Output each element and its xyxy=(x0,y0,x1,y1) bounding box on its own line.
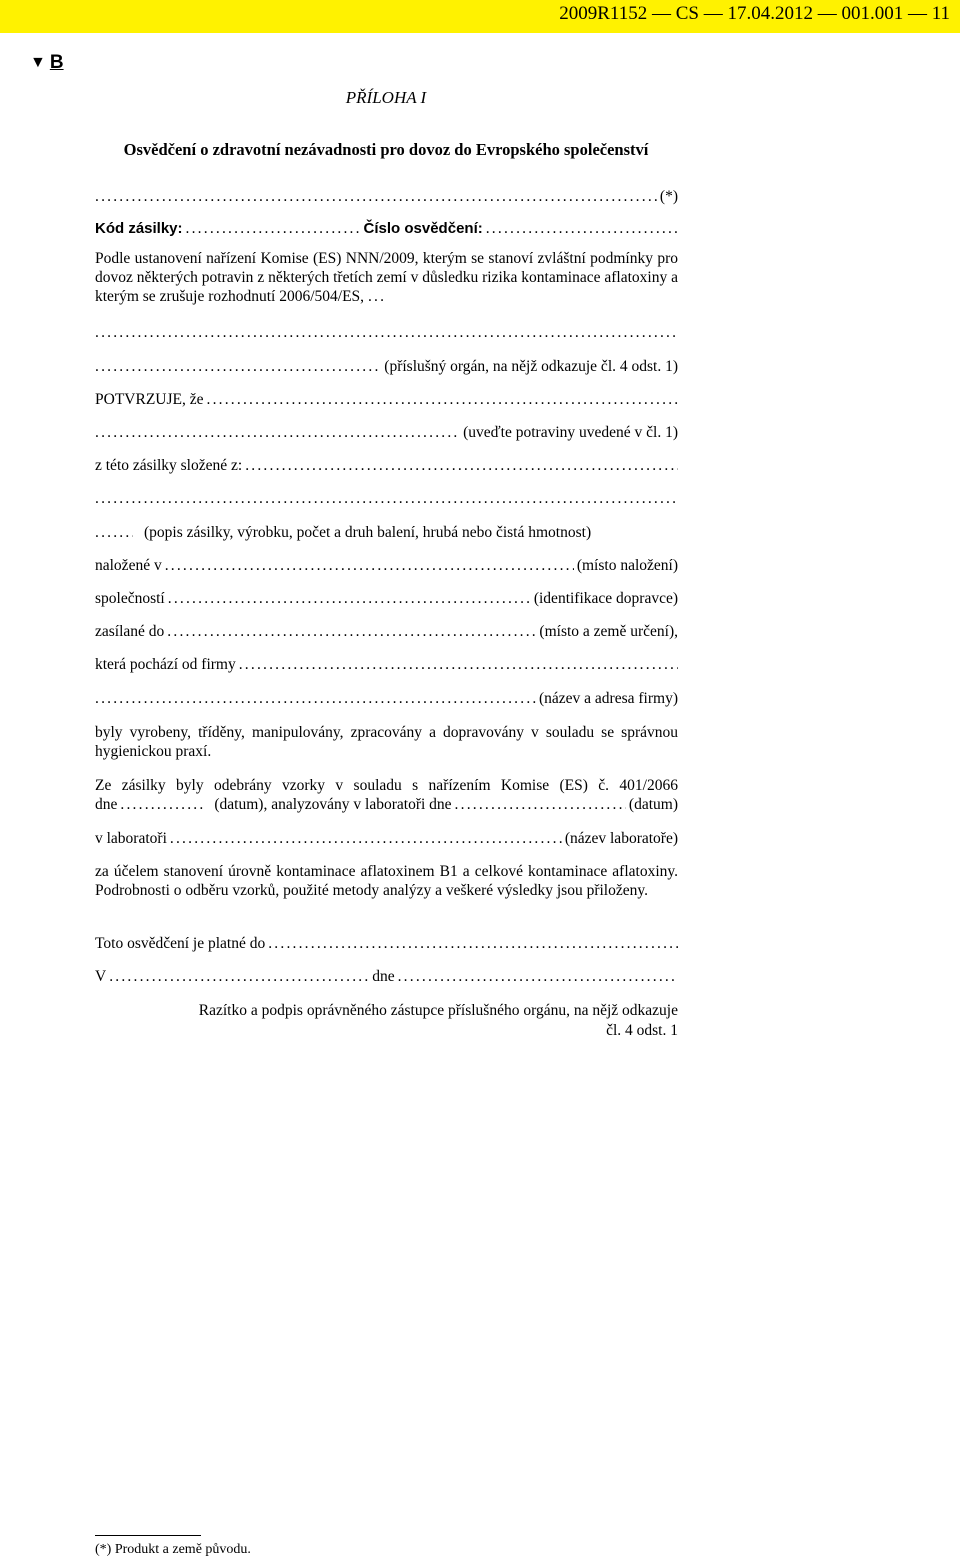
shipped-line xyxy=(95,622,678,642)
annex-title: PŘÍLOHA I xyxy=(345,88,427,107)
shipped-label: zasílané do xyxy=(95,623,165,640)
place-field[interactable] xyxy=(109,967,369,987)
consignment-code-label: Kód zásilky: xyxy=(95,220,183,237)
origin-note: (název a adresa firmy) xyxy=(539,690,678,707)
composition-label: z této zásilky složené z: xyxy=(95,457,243,474)
sample-date-label: dne xyxy=(95,796,118,813)
authority-fill-line[interactable] xyxy=(95,323,678,343)
fill-dots xyxy=(95,489,678,509)
foods-note: (uveďte potraviny uvedené v čl. 1) xyxy=(463,424,678,441)
document-reference: 2009R1152 — CS — 17.04.2012 — 001.001 — 11 xyxy=(559,3,950,24)
signature-block xyxy=(110,1001,678,1041)
origin-company-name-line xyxy=(95,689,678,709)
shipped-note: (místo a země určení), xyxy=(539,623,678,640)
place-label: V xyxy=(95,968,107,985)
foods-line xyxy=(95,423,678,443)
analysis-date-note: (datum) xyxy=(628,796,678,813)
laboratory-note: (název laboratoře) xyxy=(564,830,678,847)
loaded-field[interactable] xyxy=(165,556,574,576)
intro-trailing-dots: ... xyxy=(367,288,387,305)
origin-company-line xyxy=(95,655,678,675)
purpose-paragraph: za účelem stanovení úrovně kontaminace aflatoxinem B1 a celkové kontaminace aflatoxiny. Podrobnosti o odběru vzorků, použité metody analýzy a veškeré výsledky jsou přiloženy. xyxy=(95,863,678,899)
footnote: (*) Produkt a země původu. xyxy=(95,1542,251,1557)
samples-line-2 xyxy=(95,795,678,815)
loaded-line xyxy=(95,556,678,576)
triangle-down-icon: ▼ xyxy=(30,54,46,71)
intro-paragraph xyxy=(95,249,678,306)
description-line xyxy=(95,523,678,543)
place-date-line xyxy=(95,967,678,987)
origin-name-field[interactable] xyxy=(95,689,536,709)
description-note: (popis zásilky, výrobku, počet a druh balení, hrubá nebo čistá hmotnost) xyxy=(144,524,592,541)
place-date-field[interactable] xyxy=(398,967,678,987)
consignment-line xyxy=(95,219,678,239)
laboratory-field[interactable] xyxy=(170,829,562,849)
company-line xyxy=(95,589,678,609)
validity-field[interactable] xyxy=(268,934,678,954)
intro-text: Podle ustanovení nařízení Komise (ES) NNN/2009, kterým se stanoví zvláštní podmínky pro dovoz některých potravin z některých třetích zemí v důsledku rizika kontaminace aflatoxiny a kterým se zrušuje rozhodnutí 2006/504/ES, xyxy=(95,250,678,305)
document-title: Osvědčení o zdravotní nezávadnosti pro dovoz do Evropského společenství xyxy=(123,140,649,159)
samples-line-1: Ze zásilky byly odebrány vzorky v souladu s nařízením Komise (ES) č. 401/2066 xyxy=(95,777,678,794)
sample-date-field[interactable] xyxy=(120,795,205,815)
company-label: společností xyxy=(95,590,165,607)
laboratory-line xyxy=(95,829,678,849)
origin-line xyxy=(95,187,678,207)
validity-label: Toto osvědčení je platné do xyxy=(95,935,266,952)
company-field[interactable] xyxy=(168,589,531,609)
origin-note-ref: (*) xyxy=(659,188,678,205)
amendment-marker xyxy=(30,52,64,74)
laboratory-label: v laboratoři xyxy=(95,830,167,847)
description-field[interactable] xyxy=(95,523,133,543)
origin-label: která pochází od firmy xyxy=(95,656,236,673)
certificate-number-field[interactable] xyxy=(486,219,678,239)
confirms-label: POTVRZUJE, že xyxy=(95,391,204,408)
shipped-field[interactable] xyxy=(167,622,536,642)
composition-fill-line[interactable] xyxy=(95,489,678,509)
signature-line-2: čl. 4 odst. 1 xyxy=(606,1022,678,1039)
confirms-field[interactable] xyxy=(207,390,679,410)
hygiene-paragraph: byly vyrobeny, tříděny, manipulovány, zpracovány a dopravovány v souladu se správnou hygienickou praxí. xyxy=(95,724,678,760)
composition-line xyxy=(95,456,678,476)
place-date-label: dne xyxy=(372,968,395,985)
confirms-line xyxy=(95,390,678,410)
loaded-note: (místo naložení) xyxy=(576,557,678,574)
company-note: (identifikace dopravce) xyxy=(533,590,678,607)
analysis-label: (datum), analyzovány v laboratoři dne xyxy=(214,796,452,813)
composition-field[interactable] xyxy=(245,456,678,476)
fill-dots xyxy=(95,187,657,207)
consignment-code-field[interactable] xyxy=(186,219,361,239)
authority-note: (příslušný orgán, na nějž odkazuje čl. 4 odst. 1) xyxy=(384,358,678,375)
certificate-number-label: Číslo osvědčení: xyxy=(363,220,483,237)
analysis-date-field[interactable] xyxy=(455,795,626,815)
authority-line xyxy=(95,357,678,377)
signature-line-1: Razítko a podpis oprávněného zástupce příslušného orgánu, na nějž odkazuje xyxy=(198,1002,678,1019)
fill-dots xyxy=(95,323,678,343)
origin-field[interactable] xyxy=(239,655,678,675)
authority-field[interactable] xyxy=(95,357,381,377)
loaded-label: naložené v xyxy=(95,557,162,574)
validity-line xyxy=(95,934,678,954)
footnote-rule xyxy=(95,1535,201,1536)
marker-letter: B xyxy=(49,52,64,73)
foods-field[interactable] xyxy=(95,423,460,443)
